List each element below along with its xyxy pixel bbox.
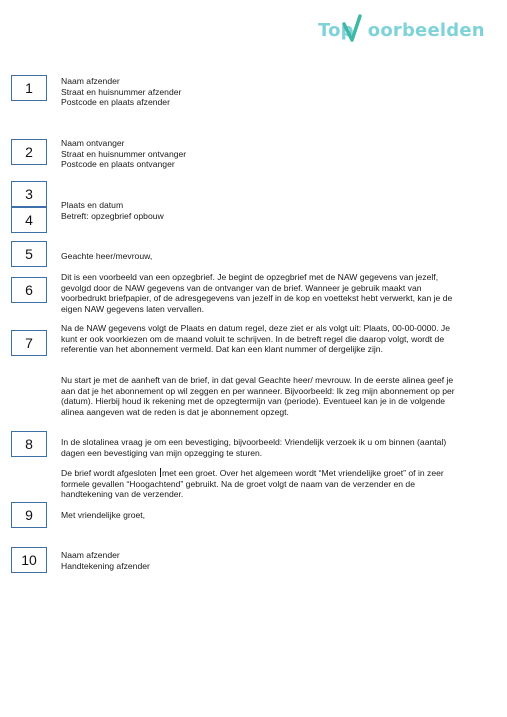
- marker-number: 8: [25, 436, 33, 452]
- marker-number: 2: [25, 144, 33, 160]
- marker-box-2: [11, 139, 47, 165]
- recipient-address-block: [61, 138, 186, 170]
- marker-number: 4: [25, 212, 33, 228]
- recipient-postcode: Postcode en plaats ontvanger: [61, 159, 175, 170]
- recipient-name: Naam ontvanger: [61, 138, 125, 148]
- place-date-block: [61, 200, 164, 221]
- sender-postcode: Postcode en plaats afzender: [61, 97, 170, 108]
- place-date: Plaats en datum: [61, 200, 124, 210]
- paragraph-closing: [61, 468, 461, 500]
- sender-street: Straat en huisnummer afzender: [61, 86, 182, 97]
- logo-part-rest: oorbeelden: [367, 20, 485, 41]
- marker-number: 6: [25, 282, 33, 298]
- recipient-street: Straat en huisnummer ontvanger: [61, 148, 187, 159]
- marker-number: 7: [25, 335, 33, 351]
- greeting: Met vriendelijke groet,: [61, 510, 146, 520]
- closing-text-rest: met een groet. Over het algemeen wordt “Met vriendelijke groet” of in zeer formele gevallen “Hoogachtend” gebruikt. Na de groet volgt de naam van de verzender en de handtekening van de verzender.: [61, 468, 444, 500]
- marker-number: 9: [25, 507, 33, 523]
- marker-box-8: [11, 431, 47, 457]
- signature-block: [61, 550, 150, 571]
- paragraph-closing-request: In de slotalinea vraag je om een bevestiging, bijvoorbeeld: Vriendelijk verzoek ik u om binnen (aantal) dagen een bevestiging van mijn opzegging te sturen.: [61, 437, 447, 458]
- closing-text-start: De brief wordt afgesloten: [61, 468, 157, 478]
- marker-box-10: [11, 547, 47, 573]
- marker-box-1: [11, 75, 47, 101]
- marker-number: 1: [25, 80, 33, 96]
- paragraph-place-date: Na de NAW gegevens volgt de Plaats en datum regel, deze ziet er als volgt uit: Plaats, 00-00-0000. Je kunt er ook voorkiezen om de maand voluit te schrijven. In de betreft regel die daarop volgt, wordt de referentie van het abonnement vermeld. Dat kan een klant nummer of dergelijke zijn.: [61, 323, 451, 355]
- paragraph-naw-intro: Dit is een voorbeeld van een opzegbrief. Je begint de opzegbrief met de NAW gegevens van jezelf, gevolgd door de NAW gegevens van de ontvanger van de brief. Wanneer je gebruik maakt van voorbedrukt briefpapier, of de adresgegevens van jezelf in de kop en voettekst hebt verwerkt, kan je de eigen NAW gegevens laten vervallen.: [61, 272, 453, 314]
- marker-box-5: [11, 241, 47, 267]
- signature-handtekening: Handtekening afzender: [61, 560, 150, 571]
- logo-v-checkmark-icon: [342, 14, 362, 42]
- sender-name: Naam afzender: [61, 76, 120, 86]
- marker-number: 5: [25, 246, 33, 262]
- subject-line: Betreft: opzegbrief opbouw: [61, 210, 164, 221]
- signature-name: Naam afzender: [61, 550, 120, 560]
- marker-box-7: [11, 330, 47, 356]
- salutation: Geachte heer/mevrouw,: [61, 251, 153, 261]
- marker-box-6: [11, 277, 47, 303]
- text-cursor: [160, 468, 161, 477]
- topvoorbeelden-logo: [318, 14, 485, 48]
- marker-box-3: [11, 181, 47, 207]
- marker-box-4: [11, 207, 47, 233]
- sender-address-block: [61, 76, 181, 108]
- marker-number: 10: [21, 552, 37, 568]
- marker-number: 3: [25, 186, 33, 202]
- logo-part-top: Top: [318, 20, 354, 41]
- marker-box-9: [11, 502, 47, 528]
- paragraph-body: Nu start je met de aanheft van de brief, in dat geval Geachte heer/ mevrouw. In de eerste alinea geef je aan dat je het abonnement op wil zeggen en per wanneer. Bijvoorbeeld: Ik zeg mijn abonnement op per (datum). Hierbij houd ik rekening met de opzegtermijn van (periode). Eventueel kan je in de volgende alinea aangeven wat de reden is dat je abonnement opzegt.: [61, 375, 455, 417]
